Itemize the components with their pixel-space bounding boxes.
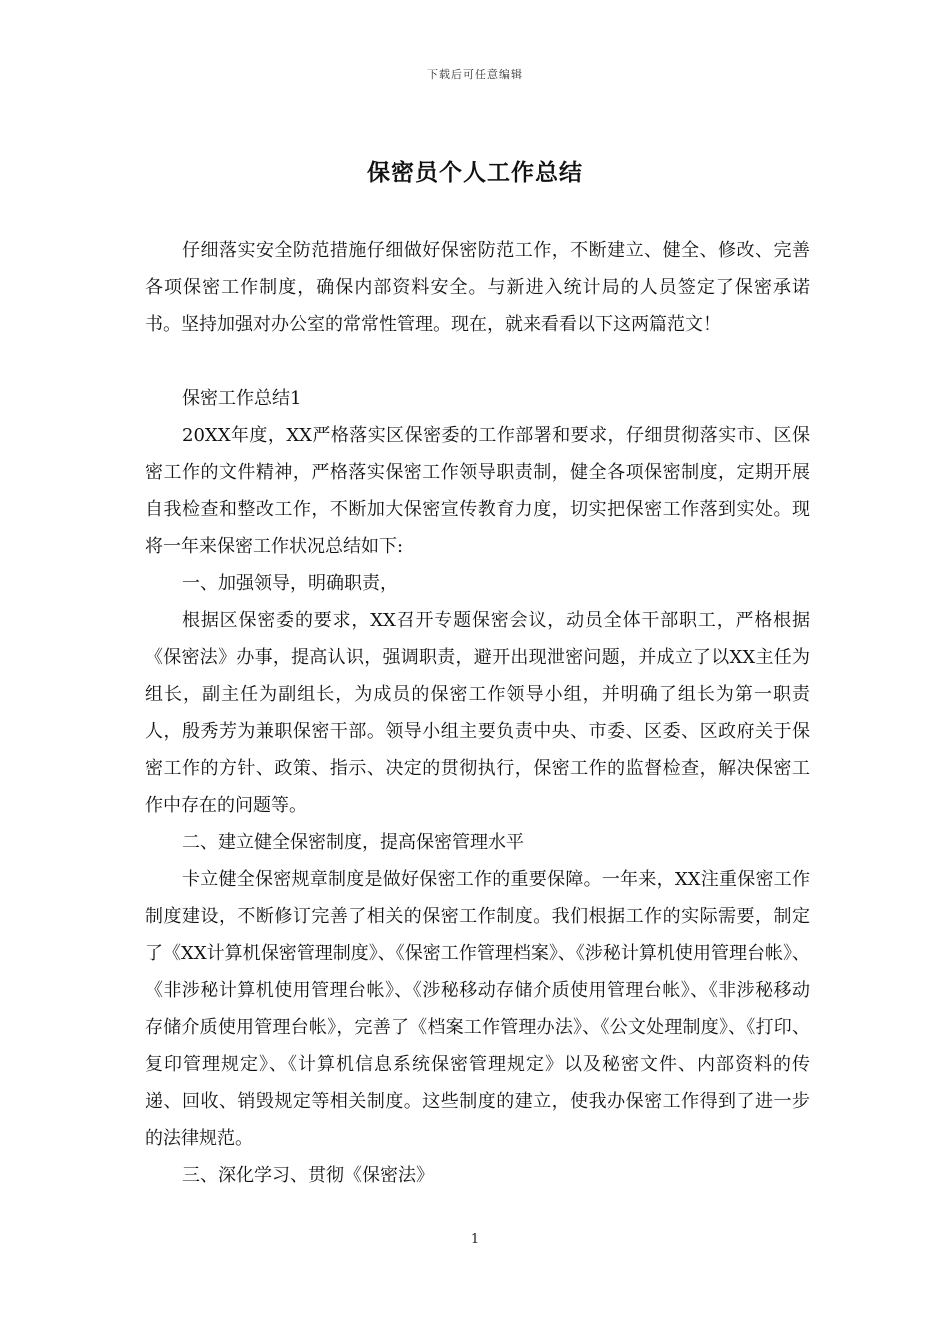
body-paragraph: 卡立健全保密规章制度是做好保密工作的重要保障。一年来，XX注重保密工作制度建设，不断修订完善了相关的保密工作制度。我们根据工作的实际需要，制定了《XX计算机保密管理制度》、《保密工作管理档案》、《涉秘计算机使用管理台帐》、《非涉秘计算机使用管理台帐》、《涉秘移动存储介质使用管理台帐》、《非涉秘移动存储介质使用管理台帐》，完善了《档案工作管理办法》、《公文处理制度》、《打印、复印管理规定》、《计算机信息系统保密管理规定》以及秘密文件、内部资料的传递、回收、销毁规定等相关制度。这些制度的建立，使我办保密工作得到了进一步的法律规范。 <box>145 869 810 1149</box>
body-paragraph: 20XX年度，XX严格落实区保密委的工作部署和要求，仔细贯彻落实市、区保密工作的文件精神，严格落实保密工作领导职责制，健全各项保密制度，定期开展自我检查和整改工作，不断加大保密宣传教育力度，切实把保密工作落到实处。现将一年来保密工作状况总结如下: <box>145 425 810 557</box>
header-note: 下载后可任意编辑 <box>427 68 523 81</box>
intro-section <box>145 232 810 343</box>
intro-paragraph: 仔细落实安全防范措施仔细做好保密防范工作，不断建立、健全、修改、完善各项保密工作制度，确保内部资料安全。与新进入统计局的人员签定了保密承诺书。坚持加强对办公室的常常性管理。现在，就来看看以下这两篇范文！ <box>145 240 810 335</box>
document-title: 保密员个人工作总结 <box>367 159 583 186</box>
page-number: 1 <box>470 1232 480 1247</box>
body-paragraph: 根据区保密委的要求，XX召开专题保密会议，动员全体干部职工，严格根据《保密法》办事，提高认识，强调职责，避开出现泄密问题，并成立了以XX主任为组长，副主任为副组长，为成员的保密工作领导小组，并明确了组长为第一职责人，殷秀芳为兼职保密干部。领导小组主要负责中央、市委、区委、区政府关于保密工作的方针、政策、指示、决定的贯彻执行，保密工作的监督检查，解决保密工作中存在的问题等。 <box>145 610 810 816</box>
section-heading: 三、深化学习、贯彻《保密法》 <box>182 1165 434 1186</box>
main-body <box>145 380 810 1194</box>
section-heading: 一、加强领导，明确职责， <box>182 573 398 594</box>
section-heading: 二、建立健全保密制度，提高保密管理水平 <box>182 832 524 853</box>
section-heading-summary-1: 保密工作总结1 <box>182 388 302 409</box>
